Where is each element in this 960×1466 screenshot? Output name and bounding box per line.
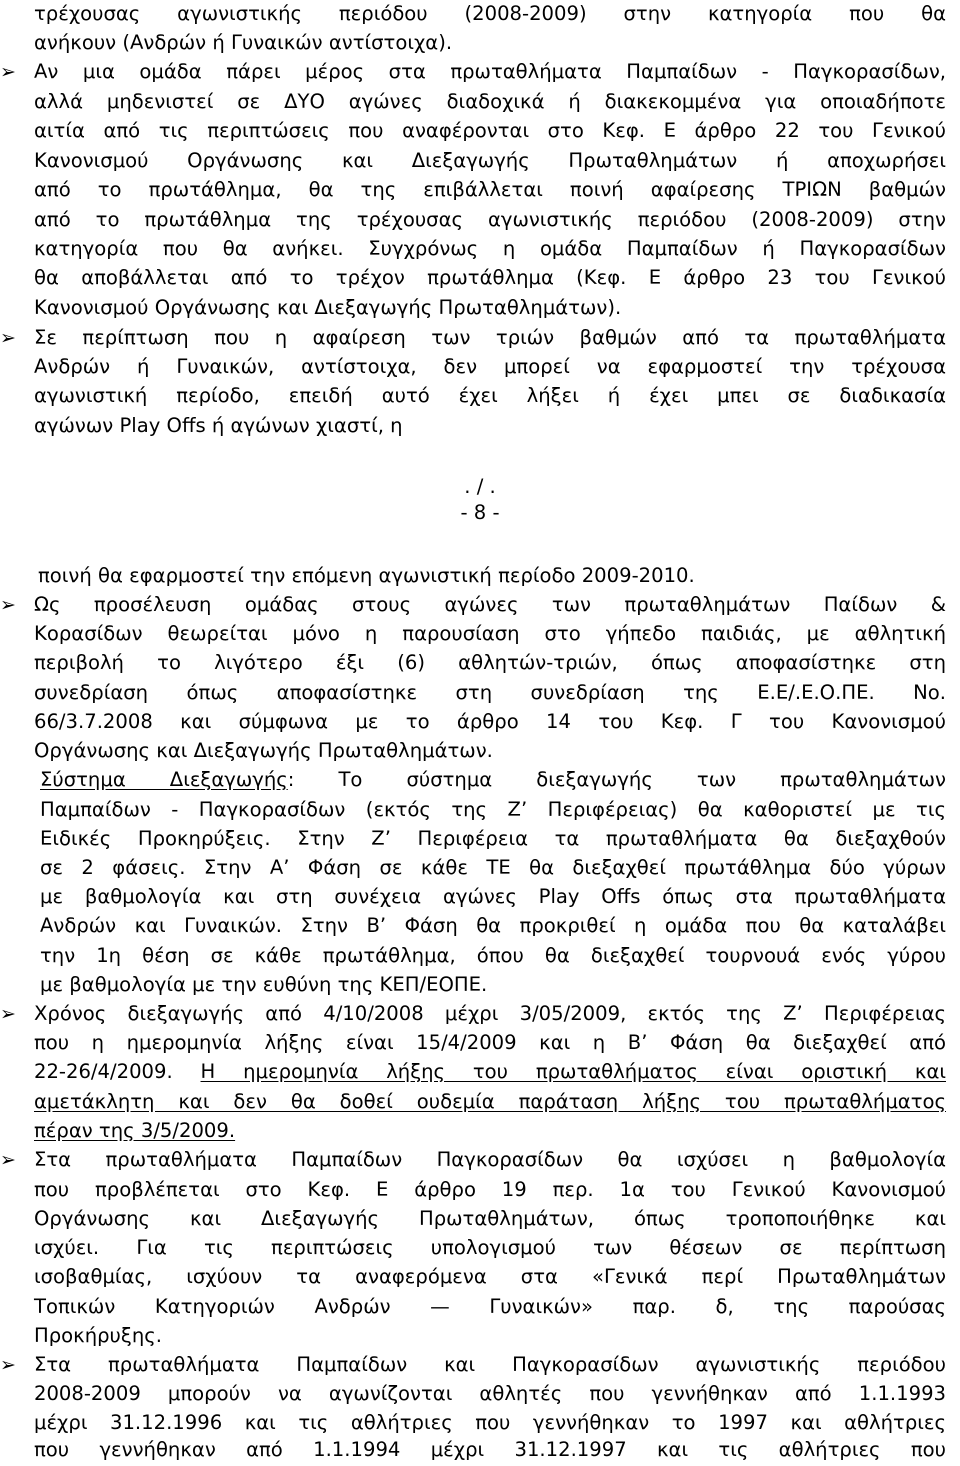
text-line: αγώνων Play Offs ή αγώνων χιαστί, η bbox=[34, 414, 403, 437]
text-line: ποινή θα εφαρμοστεί την επόμενη αγωνιστική περίοδο 2009-2010. bbox=[38, 564, 695, 587]
text-line: Παμπαίδων - Παγκορασίδων (εκτός της Ζ’ Περιφέρειας) θα καθοριστεί με τις bbox=[40, 798, 946, 821]
text-line: ισοβαθμίας, ισχύουν τα αναφερόμενα στα «Γενικά περί Πρωταθλημάτων bbox=[34, 1265, 946, 1288]
text-line: αιτία από τις περιπτώσεις που αναφέρονται στο Κεφ. Ε άρθρο 22 του Γενικού bbox=[34, 119, 946, 142]
text-line: ανήκουν (Ανδρών ή Γυναικών αντίστοιχα). bbox=[34, 31, 453, 54]
text-line: ισχύει. Για τις περιπτώσεις υπολογισμού των θέσεων σε περίπτωση bbox=[34, 1236, 946, 1259]
text-line: Ανδρών και Γυναικών. Στην Β’ Φάση θα προκριθεί η ομάδα που θα καταλάβει bbox=[40, 914, 946, 937]
text-line: με βαθμολογία με την ευθύνη της ΚΕΠ/ΕΟΠΕ. bbox=[40, 973, 488, 996]
text-line: Οργάνωσης και Διεξαγωγής Πρωταθλημάτων, όπως τροποποιήθηκε και bbox=[34, 1207, 946, 1230]
text-line: σε 2 φάσεις. Στην Α’ Φάση σε κάθε ΤΕ θα διεξαχθεί πρωτάθλημα δύο γύρων bbox=[40, 856, 946, 879]
text-line: Κανονισμού Οργάνωσης και Διεξαγωγής Πρωταθλημάτων ή αποχωρήσει bbox=[34, 149, 946, 172]
text-line: αλλά μηδενιστεί σε ΔΥΟ αγώνες διαδοχικά ή διακεκομμένα για οποιαδήποτε bbox=[34, 90, 946, 113]
text-line: Στα πρωταθλήματα Παμπαίδων και Παγκορασίδων αγωνιστικής περιόδου bbox=[34, 1353, 946, 1376]
text-line: Ως προσέλευση ομάδας στους αγώνες των πρωταθλημάτων Παίδων & bbox=[34, 593, 946, 616]
text-line: Σε περίπτωση που η αφαίρεση των τριών βαθμών από τα πρωταθλήματα bbox=[34, 326, 946, 349]
text-line: από το πρωτάθλημα, θα της επιβάλλεται ποινή αφαίρεσης ΤΡΙΩΝ βαθμών bbox=[34, 178, 946, 201]
deadline-date: 22-26/4/2009. bbox=[34, 1060, 173, 1083]
bullet-arrow-icon: ➢ bbox=[0, 327, 16, 349]
text-line: περιβολή το λιγότερο έξι (6) αθλητών-τριών, όπως αποφασίστηκε στη bbox=[34, 651, 946, 674]
text-line: Προκήρυξης. bbox=[34, 1324, 162, 1347]
text-line: Κορασίδων θεωρείται μόνο η παρουσίαση στο γήπεδο παιδιάς, με αθλητική bbox=[34, 622, 946, 645]
continuation-marker: . / . bbox=[464, 475, 496, 498]
text-line: Στα πρωταθλήματα Παμπαίδων Παγκορασίδων θα ισχύσει η βαθμολογία bbox=[34, 1148, 946, 1171]
text-line: που η ημερομηνία λήξης είναι 15/4/2009 και η Β’ Φάση θα διεξαχθεί από bbox=[34, 1031, 946, 1054]
text-line: Κανονισμού Οργάνωσης και Διεξαγωγής Πρωταθλημάτων). bbox=[34, 296, 622, 319]
text-line: αγωνιστική περίοδο, επειδή αυτό έχει λήξει ή έχει μπει σε διαδικασία bbox=[34, 384, 946, 407]
deadline-notice-end bbox=[34, 1117, 946, 1147]
text-line: συνεδρίαση όπως αποφασίστηκε στη συνεδρίαση της Ε.Ε/.Ε.Ο.ΠΕ. Νο. bbox=[34, 681, 946, 704]
bullet-arrow-icon: ➢ bbox=[0, 1003, 16, 1025]
bullet-arrow-icon: ➢ bbox=[0, 594, 16, 616]
bullet-arrow-icon: ➢ bbox=[0, 1149, 16, 1171]
text-line: Ανδρών ή Γυναικών, αντίστοιχα, δεν μπορεί να εφαρμοστεί την τρέχουσα bbox=[34, 355, 946, 378]
text-line: Οργάνωσης και Διεξαγωγής Πρωταθλημάτων. bbox=[34, 739, 493, 762]
text-line: κατηγορία που θα ανήκει. Συγχρόνως η ομάδα Παμπαίδων ή Παγκορασίδων bbox=[34, 237, 946, 260]
text-line: μέχρι 31.12.1996 και τις αθλήτριες που γεννήθηκαν το 1997 και αθλήτριες bbox=[34, 1411, 946, 1434]
text-line: Χρόνος διεξαγωγής από 4/10/2008 μέχρι 3/05/2009, εκτός της Ζ’ Περιφέρειας bbox=[34, 1002, 946, 1025]
system-heading-line bbox=[40, 766, 946, 796]
text-line: Αν μια ομάδα πάρει μέρος στα πρωταθλήματα Παμπαίδων - Παγκορασίδων, bbox=[34, 60, 946, 83]
text-line: τρέχουσας αγωνιστικής περιόδου (2008-2009) στην κατηγορία που θα bbox=[34, 2, 946, 25]
text-line: θα αποβάλλεται από το τρέχον πρωτάθλημα (Κεφ. Ε άρθρο 23 του Γενικού bbox=[34, 266, 946, 289]
text-line: με βαθμολογία και στη συνέχεια αγώνες Play Offs όπως στα πρωταθλήματα bbox=[40, 885, 946, 908]
system-heading-rest: : Το σύστημα διεξαγωγής των πρωταθλημάτων bbox=[287, 768, 946, 791]
text-line: 2008-2009 μπορούν να αγωνίζονται αθλητές που γεννήθηκαν από 1.1.1993 bbox=[34, 1382, 946, 1405]
page-number: - 8 - bbox=[460, 501, 500, 524]
text-line bbox=[34, 1058, 946, 1088]
text-line: Τοπικών Κατηγοριών Ανδρών — Γυναικών» παρ. δ, της παρούσας bbox=[34, 1295, 946, 1318]
bullet-arrow-icon: ➢ bbox=[0, 1354, 16, 1376]
text-line: από το πρωτάθλημα της τρέχουσας αγωνιστικής περιόδου (2008-2009) στην bbox=[34, 208, 946, 231]
text-line: 66/3.7.2008 και σύμφωνα με το άρθρο 14 του Κεφ. Γ του Κανονισμού bbox=[34, 710, 946, 733]
deadline-notice: Η ημερομηνία λήξης του πρωταθλήματος είναι οριστική και bbox=[200, 1060, 946, 1083]
text-line: Ειδικές Προκηρύξεις. Στην Ζ’ Περιφέρεια τα πρωταθλήματα θα διεξαχθούν bbox=[40, 827, 946, 850]
deadline-notice-end-text: πέραν της 3/5/2009. bbox=[34, 1119, 236, 1142]
text-line: που προβλέπεται στο Κεφ. Ε άρθρο 19 περ. 1α του Γενικού Κανονισμού bbox=[34, 1178, 946, 1201]
bullet-arrow-icon: ➢ bbox=[0, 61, 16, 83]
text-line: που γεννήθηκαν από 1.1.1994 μέχρι 31.12.1997 και τις αθλήτριες που bbox=[34, 1438, 946, 1461]
system-heading: Σύστημα Διεξαγωγής bbox=[40, 768, 288, 791]
deadline-notice-line: αμετάκλητη και δεν θα δοθεί ουδεμία παράταση λήξης του πρωταθλήματος bbox=[34, 1090, 946, 1113]
text-line: την 1η θέση σε κάθε πρωτάθλημα, όπου θα διεξαχθεί τουρνουά ενός γύρου bbox=[40, 944, 946, 967]
